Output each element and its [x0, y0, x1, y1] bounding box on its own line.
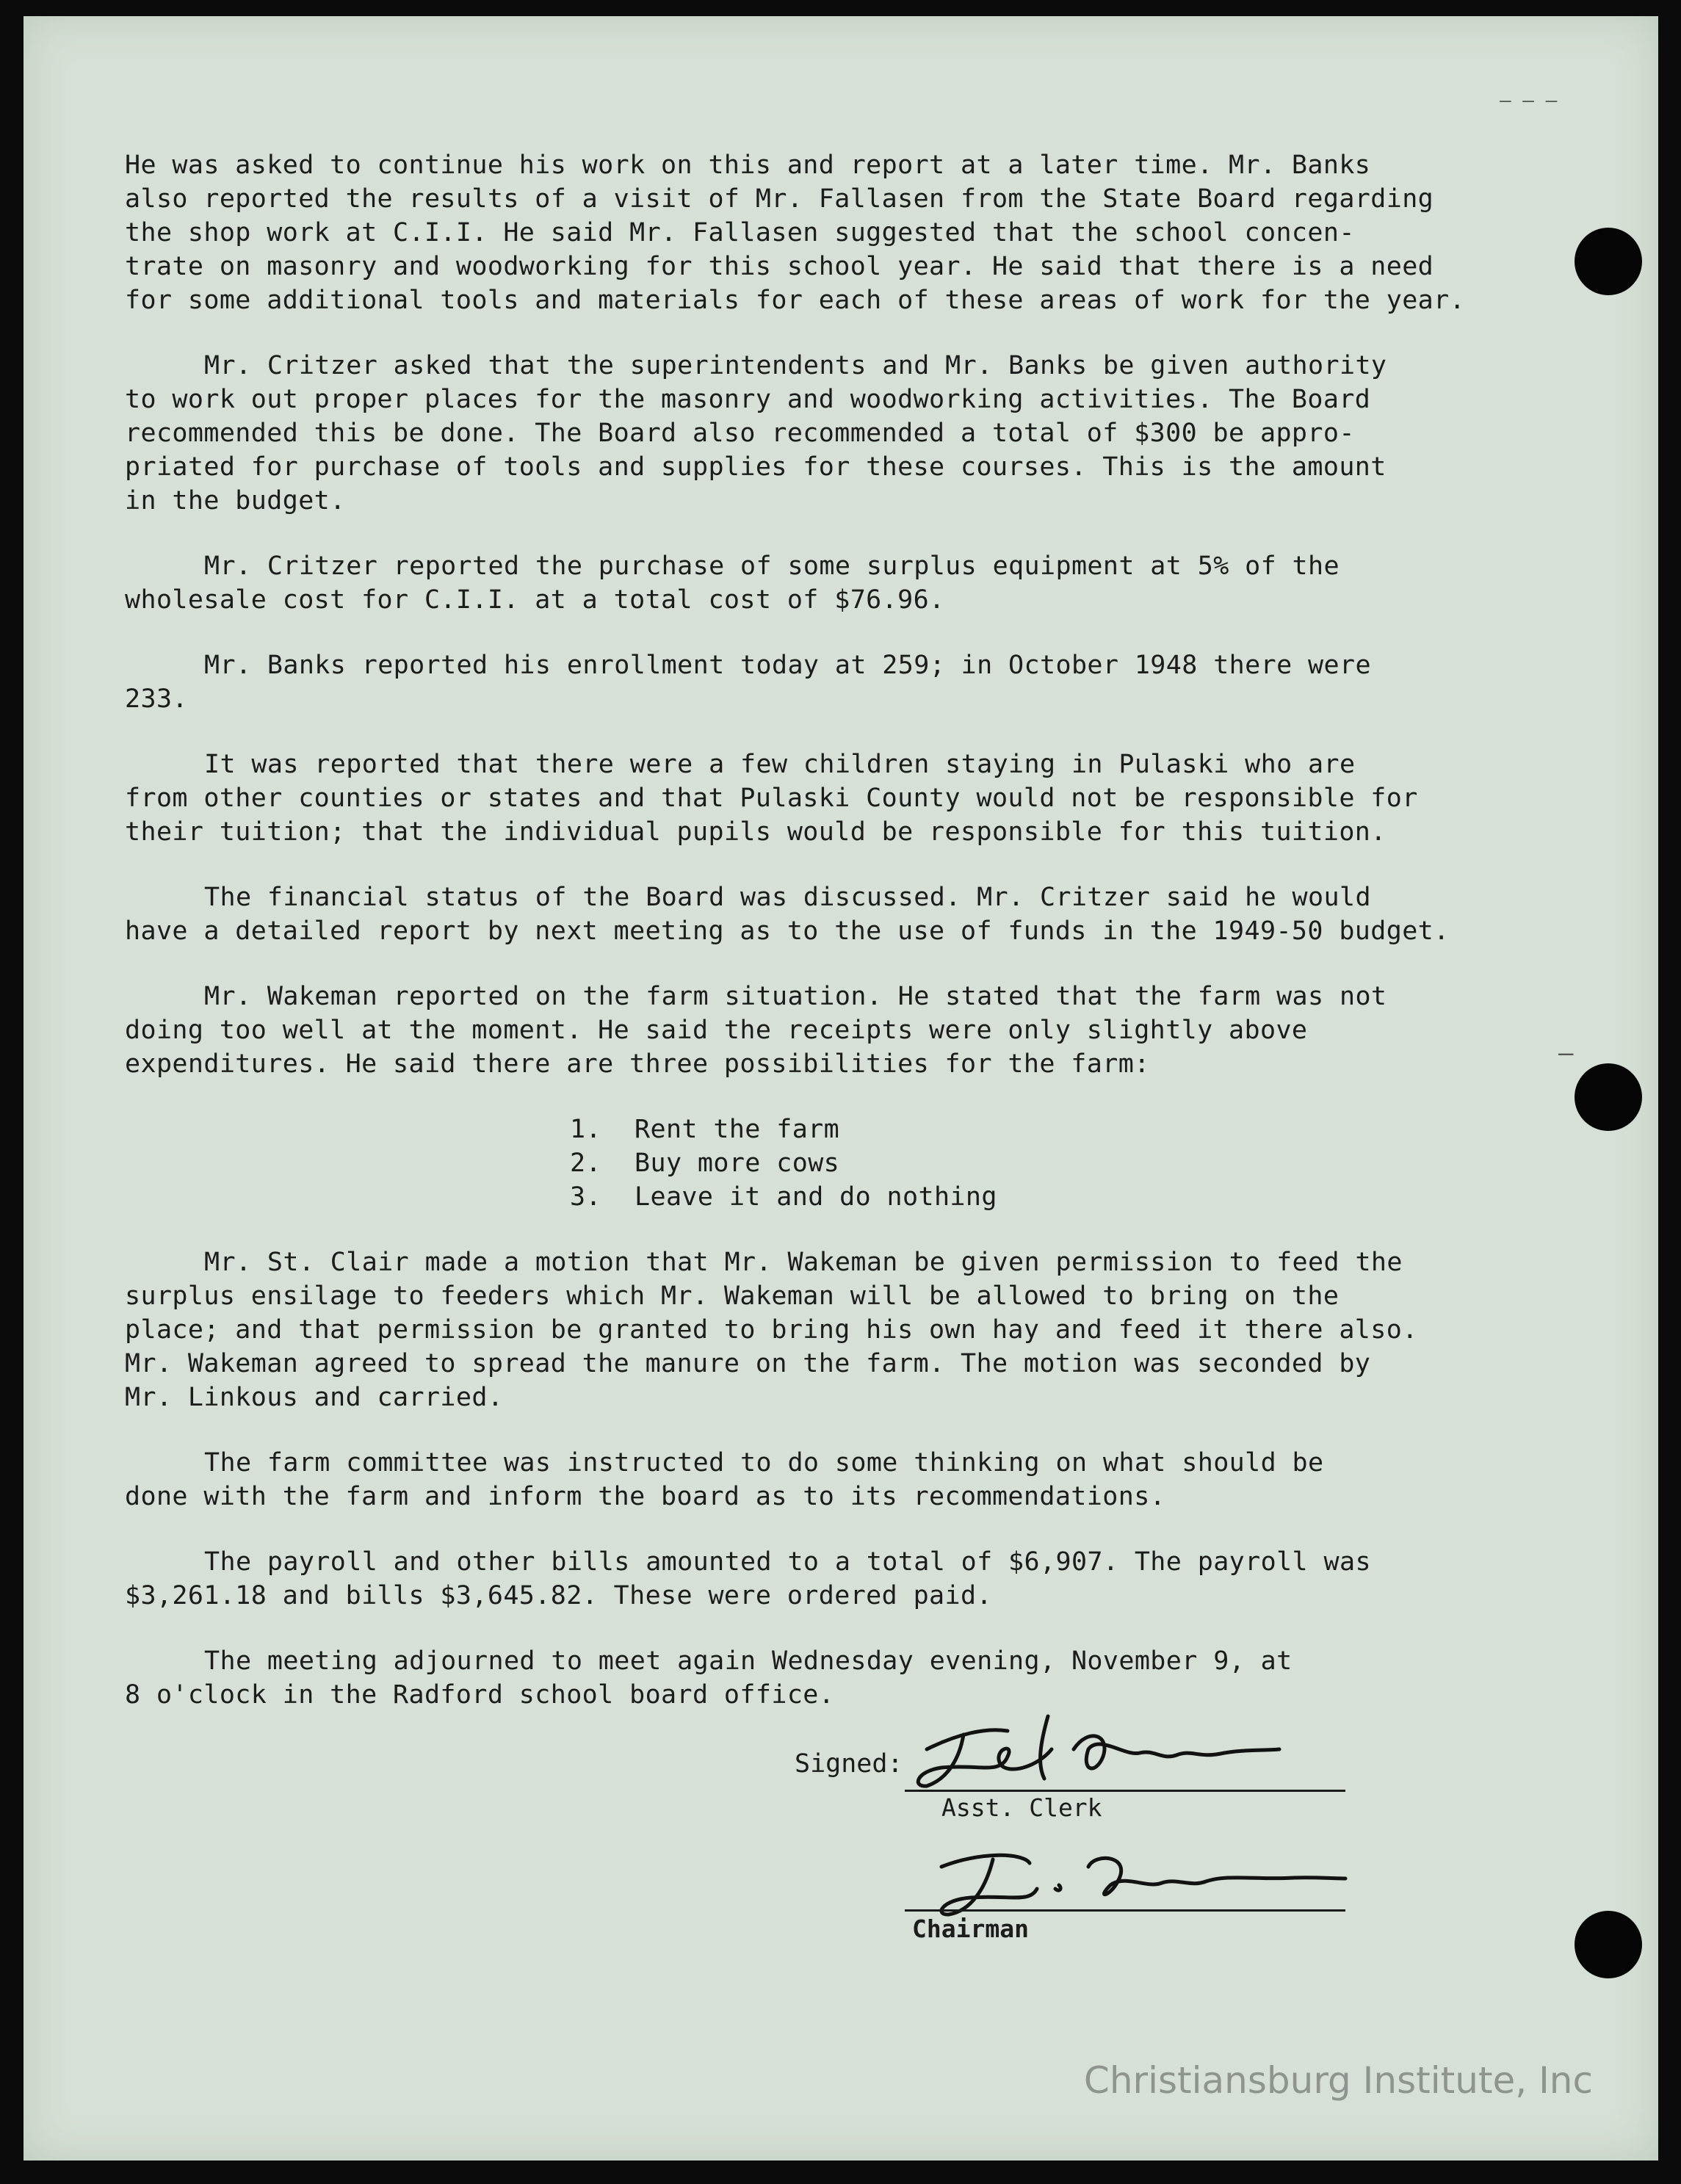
paragraph-7: Mr. Wakeman reported on the farm situation. He stated that the farm was not doing too well at the moment. He said the receipts were only slightly above expenditures. He said there are three possibilities for the farm: — [125, 982, 1387, 1079]
signature-block — [795, 1735, 1382, 1955]
clerk-signature — [897, 1705, 1309, 1801]
paragraph-11: The meeting adjourned to meet again Wednesday evening, November 9, at 8 o'clock in the Radford school board office. — [125, 1646, 1293, 1710]
paragraph-8: Mr. St. Clair made a motion that Mr. Wakeman be given permission to feed the surplus ensilage to feeders which Mr. Wakeman will be allowed to bring on the place; and that permission be granted to bring his own hay and feed it there also. Mr. Wakeman agreed to spread the manure on the farm. The motion was seconded by Mr. Linkous and carried. — [125, 1248, 1418, 1412]
list-item: 3. Leave it and do nothing — [570, 1182, 997, 1212]
paragraph-5: It was reported that there were a few children staying in Pulaski who are from other counties or states and that Pulaski County would not be responsible for their tuition; that the individual pupils would be responsible for this tuition. — [125, 750, 1418, 847]
paragraph-6: The financial status of the Board was discussed. Mr. Critzer said he would have a detailed report by next meeting as to the use of funds in the 1949-50 budget. — [125, 883, 1450, 946]
list-item: 2. Buy more cows — [570, 1149, 840, 1178]
page-mark: ‒ ‒ ‒ — [1500, 90, 1558, 112]
chairman-title: Chairman — [912, 1914, 1029, 1943]
signature-line — [905, 1790, 1345, 1792]
punch-hole — [1575, 1911, 1642, 1978]
document-body — [125, 148, 1520, 1743]
paragraph-2: Mr. Critzer asked that the superintendents and Mr. Banks be given authority to work out proper places for the masonry and woodworking activities. The Board recommended this be done. The Board also recommended a total of $300 be appro- priated for purchase of tools and supplies for these courses. This is the amount in the budget. — [125, 351, 1387, 516]
paragraph-3: Mr. Critzer reported the purchase of some surplus equipment at 5% of the wholesale cost for C.I.I. at a total cost of $76.96. — [125, 552, 1340, 615]
paragraph-4: Mr. Banks reported his enrollment today at 259; in October 1948 there were 233. — [125, 651, 1371, 714]
paragraph-10: The payroll and other bills amounted to a total of $6,907. The payroll was $3,261.18 and bills $3,645.82. These were ordered paid. — [125, 1547, 1371, 1610]
paragraph-9: The farm committee was instructed to do some thinking on what should be done with the farm and inform the board as to its recommendations. — [125, 1448, 1324, 1511]
page-mark: — — [1558, 1038, 1574, 1068]
punch-hole — [1575, 228, 1642, 295]
punch-hole — [1575, 1063, 1642, 1131]
document-page — [24, 16, 1658, 2161]
signed-label: Signed: — [795, 1749, 903, 1779]
list-item: 1. Rent the farm — [570, 1115, 840, 1144]
chairman-signature — [912, 1845, 1353, 1926]
farm-options-list — [125, 1113, 1520, 1214]
asst-clerk-title: Asst. Clerk — [941, 1793, 1102, 1822]
paragraph-1: He was asked to continue his work on this and report at a later time. Mr. Banks also reported the results of a visit of Mr. Fallasen from the State Board regarding the shop work at C.I.I. He said Mr. Fallasen suggested that the school concen- trate on masonry and woodworking for this school year. He said that there is a need for some additional tools and materials for each of these areas of work for the year. — [125, 151, 1466, 315]
watermark: Christiansburg Institute, Inc — [1083, 2059, 1593, 2102]
signature-line — [905, 1909, 1345, 1912]
